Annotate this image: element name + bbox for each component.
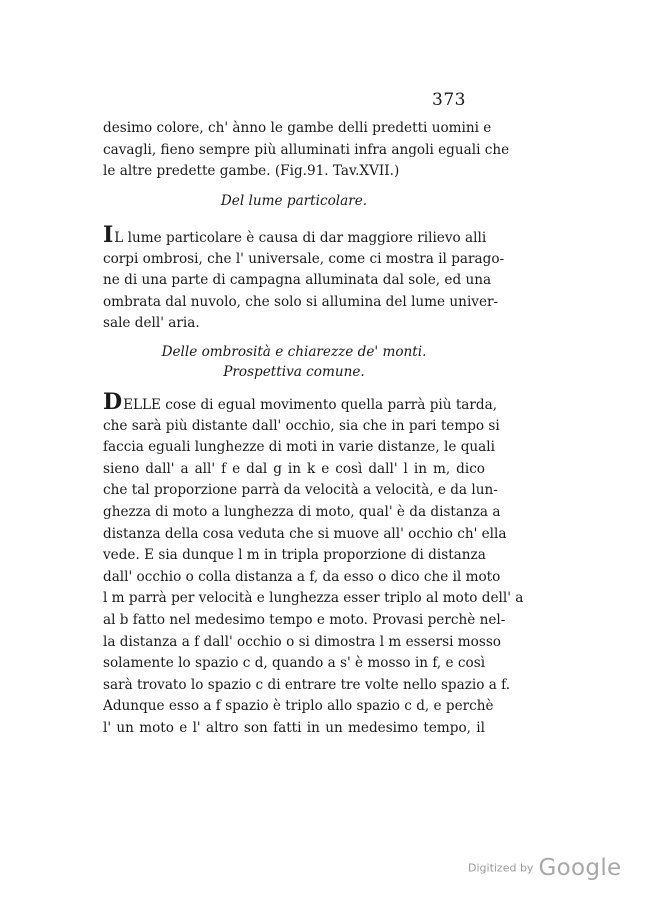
first-line-text: ELLE cose di egual movimento quella parrà più tarda, bbox=[123, 397, 498, 413]
text-line: sale dell' aria. bbox=[103, 315, 200, 332]
digitized-by-watermark bbox=[468, 855, 621, 881]
text-line: faccia eguali lunghezze di moti in varie distanze, le quali bbox=[103, 439, 495, 456]
google-logo: Google bbox=[538, 855, 622, 881]
drop-cap: I bbox=[103, 222, 114, 248]
text-line bbox=[103, 222, 487, 249]
text-line: che sarà più distante dall' occhio, sia che in pari tempo si bbox=[103, 417, 500, 434]
first-line-text: L lume particolare è causa di dar maggiore rilievo alli bbox=[114, 230, 487, 246]
section-heading-monti bbox=[103, 342, 485, 382]
text-line bbox=[103, 389, 498, 416]
page-number: 373 bbox=[432, 90, 466, 110]
text-line: Adunque esso a f spazio è triplo allo spazio c d, e perchè bbox=[103, 698, 494, 715]
section-heading: Del lume particolare. bbox=[220, 193, 368, 209]
text-line: sieno dall' a all' f e dal g in k e così dall' l in m, dico bbox=[103, 460, 485, 477]
text-line: cavagli, fieno sempre più alluminati infra angoli eguali che bbox=[103, 141, 510, 158]
text-line: che tal proporzione parrà da velocità a velocità, e da lun- bbox=[103, 482, 498, 499]
paragraph-continuation bbox=[103, 118, 510, 183]
text-line: la distanza a f dall' occhio o si dimostra l m essersi mosso bbox=[103, 633, 501, 650]
paragraph-lume bbox=[103, 222, 505, 335]
text-line: solamente lo spazio c d, quando a s' è mosso in f, e così bbox=[103, 655, 486, 672]
text-line: l' un moto e l' altro son fatti in un medesimo tempo, il bbox=[103, 719, 485, 736]
text-line: sarà trovato lo spazio c di entrare tre volte nello spazio a f. bbox=[103, 676, 511, 693]
text-line: vede. E sia dunque l m in tripla proporzione di distanza bbox=[103, 547, 486, 564]
text-line: corpi ombrosi, che l' universale, come ci mostra il parago- bbox=[103, 250, 505, 267]
text-line: ne di una parte di campagna alluminata dal sole, ed una bbox=[103, 272, 492, 289]
heading-line: Delle ombrosità e chiarezze de' monti. bbox=[161, 344, 427, 360]
digitized-by-label: Digitized by bbox=[468, 861, 534, 875]
heading-subline: Prospettiva comune. bbox=[223, 364, 365, 380]
paragraph-moto bbox=[103, 389, 524, 740]
text-line: l m parrà per velocità e lunghezza esser triplo al moto dell' a bbox=[103, 590, 524, 607]
text-line: ombrata dal nuvolo, che solo si allumina del lume univer- bbox=[103, 293, 499, 310]
text-line: desimo colore, ch' ànno le gambe delli predetti uomini e bbox=[103, 120, 492, 136]
text-line: ghezza di moto a lunghezza di moto, qual' è da distanza a bbox=[103, 503, 501, 520]
drop-cap: D bbox=[103, 389, 123, 415]
text-line: dall' occhio o colla distanza a f, da esso o dico che il moto bbox=[103, 568, 501, 585]
text-line: le altre predette gambe. (Fig.91. Tav.XVII.) bbox=[103, 163, 400, 180]
text-line: al b fatto nel medesimo tempo e moto. Provasi perchè nel- bbox=[103, 611, 506, 628]
text-line: distanza della cosa veduta che si muove all' occhio ch' ella bbox=[103, 525, 507, 542]
